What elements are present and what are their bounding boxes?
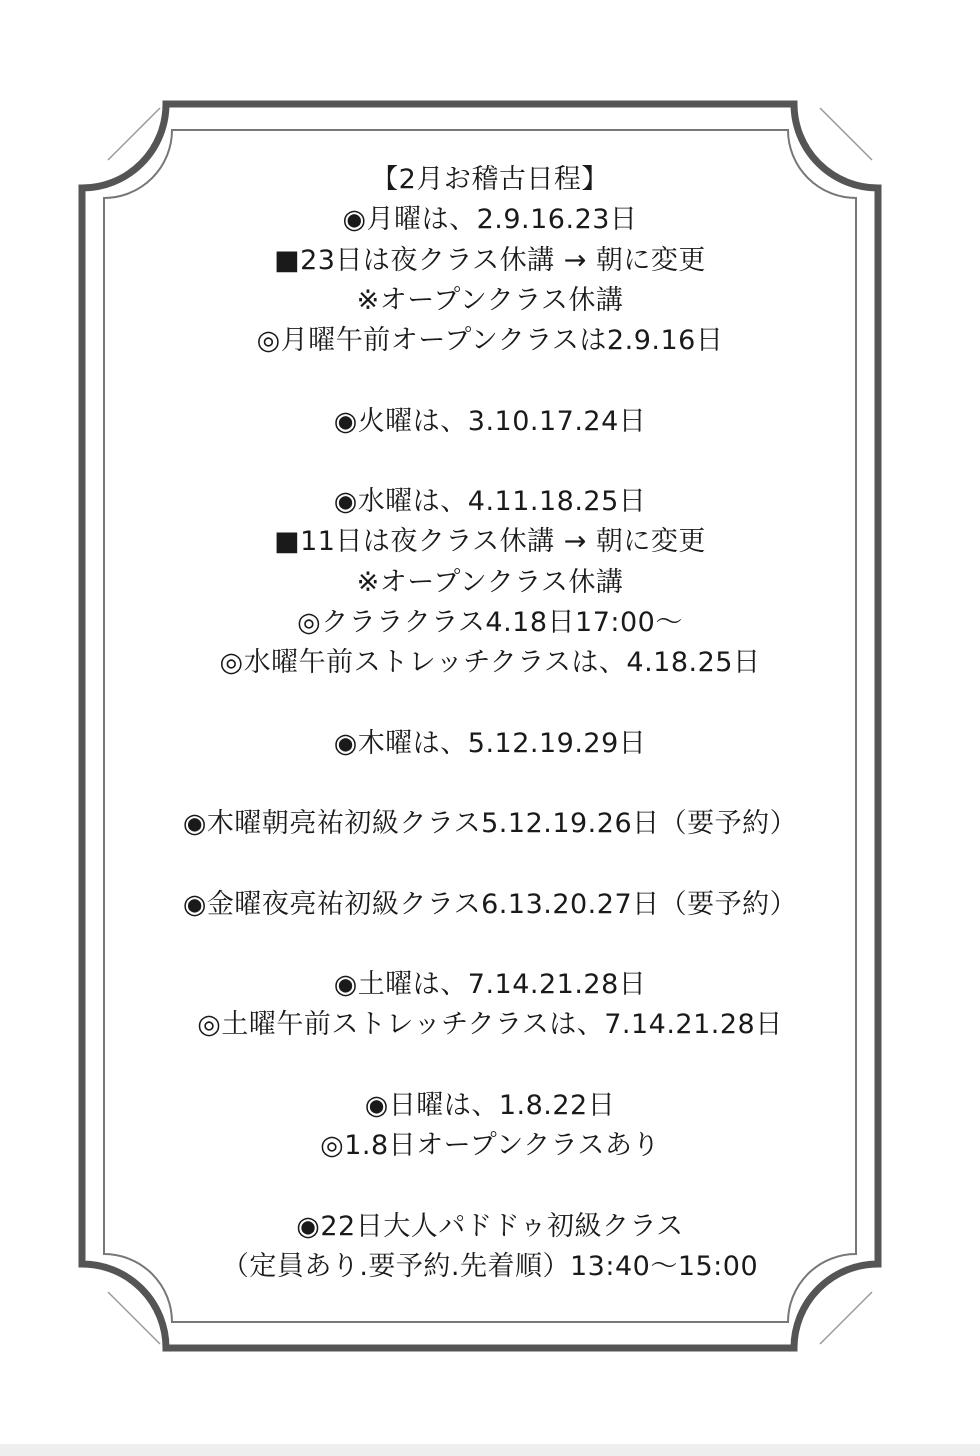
- schedule-line: ■11日は夜クラス休講 → 朝に変更: [274, 526, 706, 558]
- schedule-line: ◎水曜午前ストレッチクラスは、4.18.25日: [219, 647, 761, 678]
- schedule-line: ◉日曜は、1.8.22日: [364, 1089, 616, 1121]
- schedule-line: ◎クララクラス4.18日17:00〜: [297, 606, 683, 638]
- schedule-line: ◎土曜午前ストレッチクラスは、7.14.21.28日: [197, 1009, 783, 1041]
- schedule-line: （定員あり.要予約.先着順）13:40〜15:00: [221, 1250, 759, 1282]
- schedule-line: ◉木曜朝亮祐初級クラス5.12.19.26日（要予約）: [182, 808, 798, 839]
- schedule-line: ◉金曜夜亮祐初級クラス6.13.20.27日（要予約）: [182, 888, 798, 920]
- schedule-line: ◉水曜は、4.11.18.25日: [333, 486, 647, 517]
- schedule-line: ◉火曜は、3.10.17.24日: [333, 405, 647, 437]
- schedule-line: ◎月曜午前オープンクラスは2.9.16日: [256, 325, 724, 356]
- schedule-spacer: [0, 1046, 980, 1086]
- schedule-text-block: [0, 160, 980, 1287]
- schedule-spacer: [0, 764, 980, 804]
- schedule-spacer: [0, 844, 980, 884]
- frame-corner-accent: [820, 108, 872, 160]
- schedule-line: ■23日は夜クラス休講 → 朝に変更: [274, 244, 706, 276]
- frame-corner-accent: [820, 1292, 872, 1344]
- schedule-line: ◉土曜は、7.14.21.28日: [333, 969, 647, 1000]
- schedule-spacer: [0, 361, 980, 401]
- schedule-line: ※オープンクラス休講: [356, 284, 624, 316]
- schedule-line: ◉22日大人パドドゥ初級クラス: [296, 1210, 684, 1242]
- schedule-spacer: [0, 442, 980, 482]
- schedule-line: ◉月曜は、2.9.16.23日: [342, 204, 638, 236]
- schedule-spacer: [0, 1166, 980, 1206]
- schedule-spacer: [0, 683, 980, 723]
- schedule-line: 【2月お稽古日程】: [371, 164, 609, 195]
- schedule-line: ※オープンクラス休講: [356, 566, 624, 598]
- schedule-line: ◉木曜は、5.12.19.29日: [333, 727, 647, 759]
- bottom-divider-strip: [0, 1444, 980, 1456]
- schedule-line: ◎1.8日オープンクラスあり: [320, 1130, 660, 1161]
- schedule-spacer: [0, 925, 980, 965]
